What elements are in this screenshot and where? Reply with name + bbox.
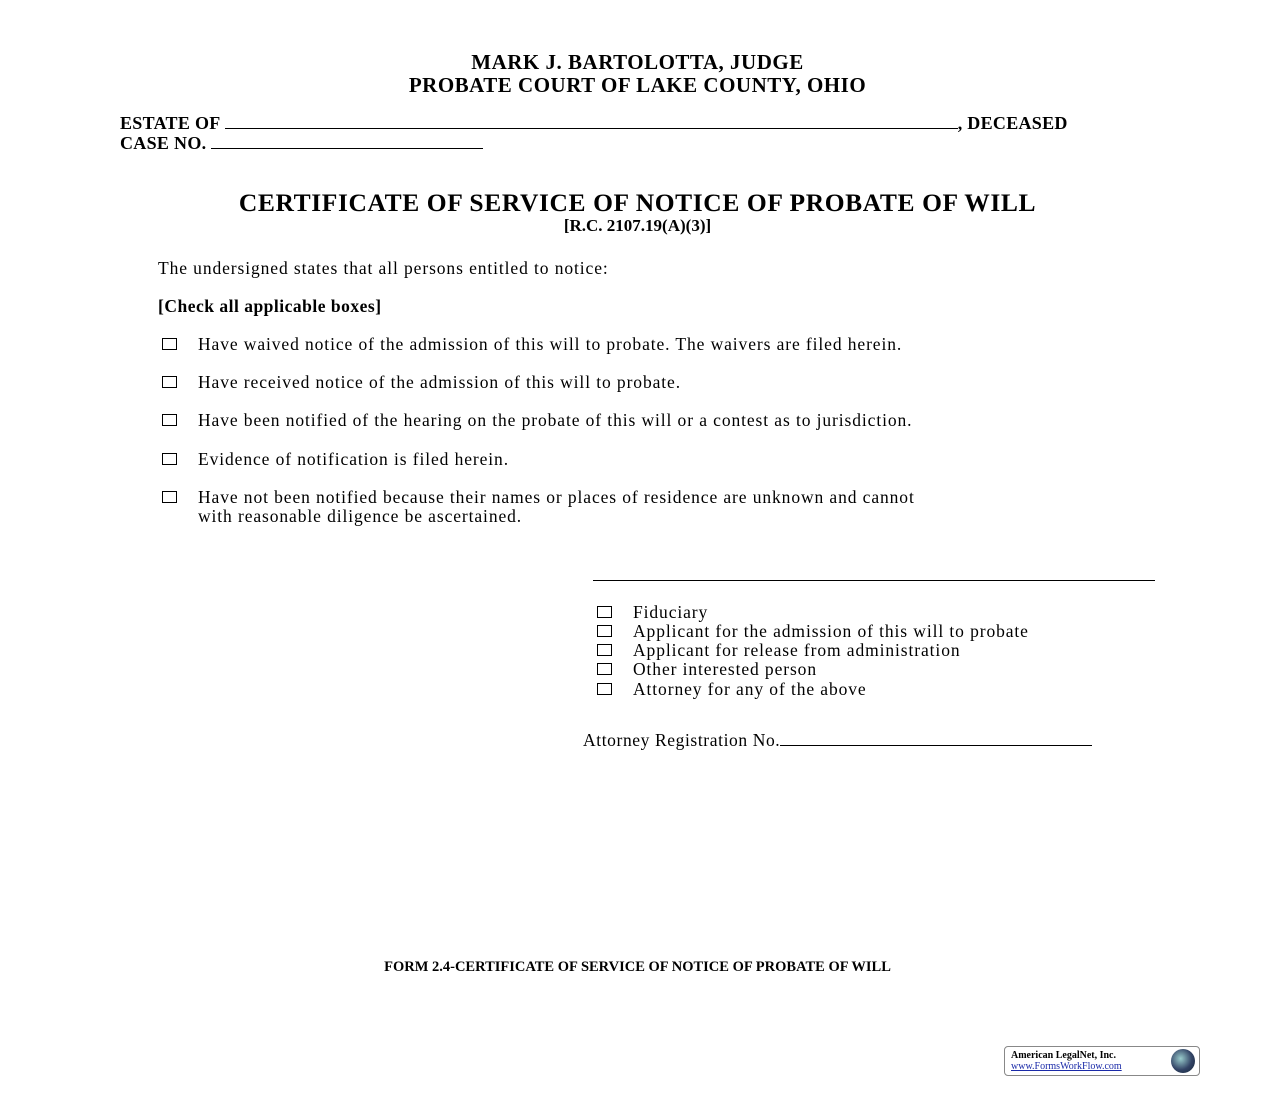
- attorney-registration: [583, 730, 1092, 751]
- option-checkbox[interactable]: [162, 453, 177, 465]
- role-checkbox[interactable]: [597, 625, 612, 637]
- option-label: Have waived notice of the admission of this will to probate. The waivers are filed herein.: [198, 334, 903, 354]
- statute-citation: [R.C. 2107.19(A)(3)]: [563, 216, 712, 235]
- case-label: CASE NO.: [120, 133, 207, 153]
- american-legalnet-logo[interactable]: [1004, 1046, 1200, 1076]
- attorney-registration-field[interactable]: [780, 731, 1092, 746]
- case-number-field[interactable]: [211, 134, 483, 149]
- option-checkbox[interactable]: [162, 376, 177, 388]
- option-label: Have received notice of the admission of this will to probate.: [198, 372, 681, 392]
- court-name: PROBATE COURT OF LAKE COUNTY, OHIO: [408, 73, 867, 97]
- role-checkbox[interactable]: [597, 663, 612, 675]
- role-checkbox[interactable]: [597, 683, 612, 695]
- option-checkbox[interactable]: [162, 491, 177, 503]
- option-checkbox[interactable]: [162, 414, 177, 426]
- deceased-label: , DECEASED: [957, 113, 1068, 133]
- option-label: Evidence of notification is filed herein.: [198, 449, 509, 469]
- logo-company: American LegalNet, Inc.: [1011, 1050, 1116, 1061]
- instruction-text: [Check all applicable boxes]: [158, 296, 382, 316]
- signature-line[interactable]: [593, 580, 1155, 581]
- logo-url[interactable]: www.FormsWorkFlow.com: [1011, 1061, 1122, 1072]
- role-label: Fiduciary: [633, 602, 709, 622]
- role-label: Applicant for release from administration: [633, 640, 961, 660]
- option-label: Have been notified of the hearing on the probate of this will or a contest as to jurisdiction.: [198, 410, 913, 430]
- role-label: Attorney for any of the above: [633, 679, 867, 699]
- role-checkbox[interactable]: [597, 644, 612, 656]
- case-line: [120, 133, 483, 154]
- role-checkbox[interactable]: [597, 606, 612, 618]
- globe-icon: [1171, 1049, 1195, 1073]
- judge-name: MARK J. BARTOLOTTA, JUDGE: [471, 50, 804, 74]
- option-label-continued: with reasonable diligence be ascertained.: [198, 506, 523, 526]
- form-title: CERTIFICATE OF SERVICE OF NOTICE OF PROBATE OF WILL: [238, 188, 1037, 217]
- option-label: Have not been notified because their names or places of residence are unknown and cannot: [198, 487, 915, 507]
- form-footer: FORM 2.4-CERTIFICATE OF SERVICE OF NOTICE OF PROBATE OF WILL: [384, 959, 891, 975]
- role-label: Other interested person: [633, 659, 817, 679]
- attorney-registration-label: Attorney Registration No.: [583, 730, 781, 750]
- intro-text: The undersigned states that all persons entitled to notice:: [158, 258, 609, 278]
- estate-label: ESTATE OF: [120, 113, 220, 133]
- option-checkbox[interactable]: [162, 338, 177, 350]
- role-label: Applicant for the admission of this will to probate: [633, 621, 1029, 641]
- estate-line: [120, 113, 1068, 134]
- estate-name-field[interactable]: [225, 114, 958, 129]
